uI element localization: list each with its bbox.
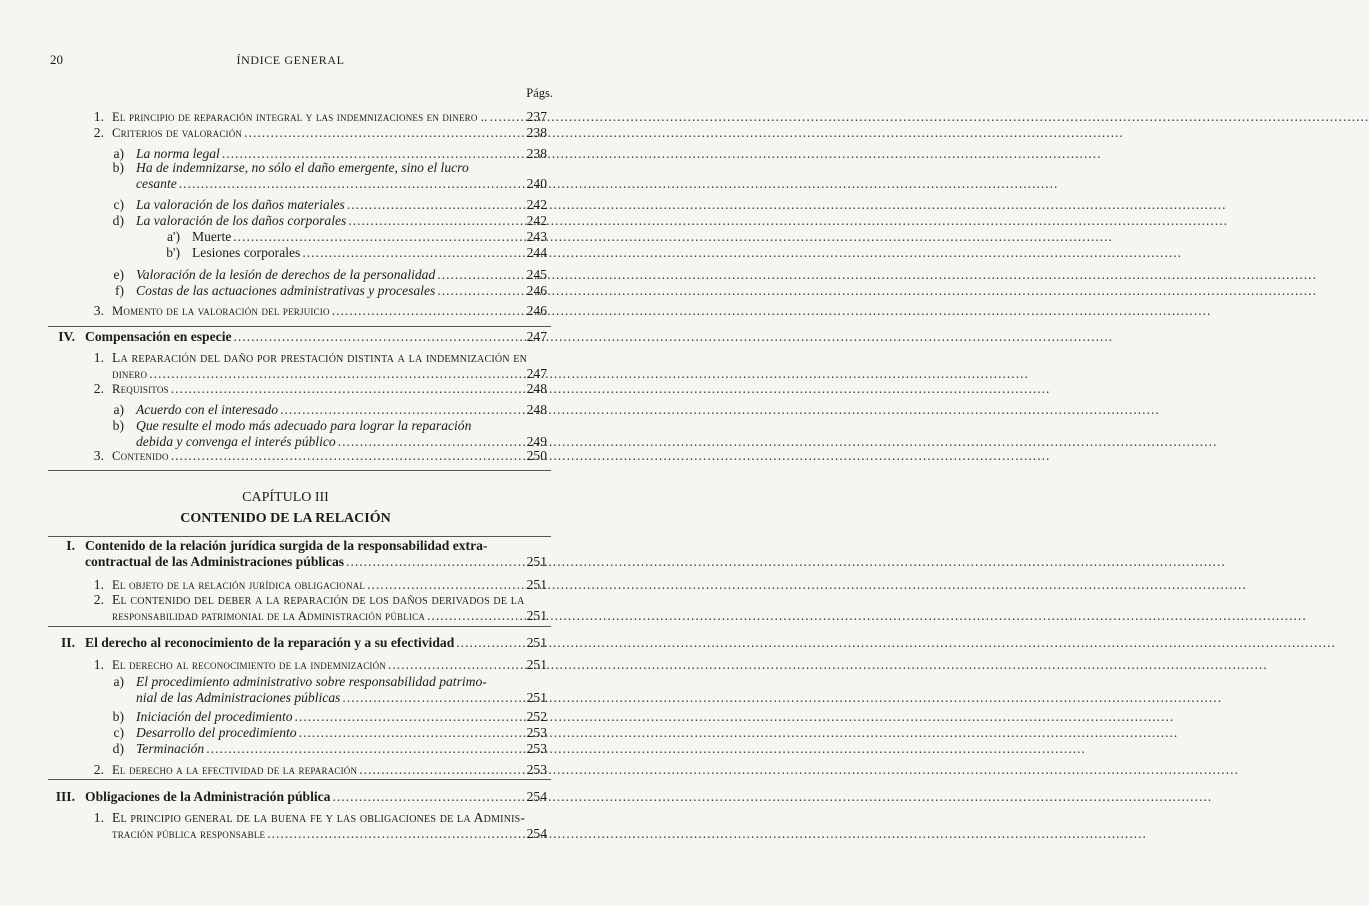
page-header bbox=[50, 52, 531, 72]
toc-entry[interactable] bbox=[136, 709, 547, 725]
toc-entry-label: Momento de la valoración del perjuicio bbox=[112, 304, 330, 318]
toc-entry-label-continuation: contractual de las Administraciones públicas bbox=[85, 554, 345, 569]
toc-entry-number: b) bbox=[112, 160, 124, 175]
toc-entry-label: Obligaciones de la Administración pública bbox=[85, 789, 331, 804]
toc-entry-number: b') bbox=[166, 245, 180, 260]
toc-entry-page: 251 bbox=[526, 690, 547, 705]
toc-entry-number: 2. bbox=[93, 125, 104, 140]
dot-leader bbox=[179, 176, 517, 192]
toc-entry-number: b) bbox=[112, 418, 124, 433]
dot-leader bbox=[388, 657, 517, 673]
toc-entry-label: El derecho al reconocimiento de la reparación y a su efectividad bbox=[85, 635, 455, 650]
toc-entry-label-continuation: tración pública responsable bbox=[112, 827, 266, 841]
section-divider bbox=[48, 326, 551, 327]
toc-entry-label: El principio de reparación integral y las indemnizaciones en dinero .. bbox=[112, 110, 488, 124]
toc-entry-page: 251 bbox=[526, 657, 547, 672]
toc-entry-label: Criterios de valoración bbox=[112, 126, 243, 140]
toc-entry-label: Valoración de la lesión de derechos de la personalidad bbox=[136, 267, 436, 282]
dot-leader bbox=[437, 267, 517, 283]
toc-entry-page: 252 bbox=[526, 709, 547, 724]
toc-entry[interactable] bbox=[192, 229, 547, 245]
toc-entry-number: 1. bbox=[93, 657, 104, 672]
dot-leader bbox=[367, 577, 517, 593]
toc-entry[interactable] bbox=[112, 577, 547, 593]
dot-leader bbox=[302, 245, 517, 261]
toc-entry-page: 253 bbox=[526, 741, 547, 756]
dot-leader bbox=[359, 762, 517, 778]
dot-leader bbox=[244, 125, 517, 141]
toc-entry-number: e) bbox=[113, 267, 124, 282]
toc-entry-number: c) bbox=[113, 197, 124, 212]
toc-entry-page: 249 bbox=[526, 434, 547, 449]
toc-entry-number: a) bbox=[113, 146, 124, 161]
toc-entry[interactable] bbox=[136, 725, 547, 741]
toc-entry-label-continuation: cesante bbox=[136, 176, 177, 191]
toc-entry-label: El derecho a la efectividad de la reparación bbox=[112, 763, 358, 777]
toc-entry[interactable] bbox=[112, 381, 547, 397]
toc-entry-label-continuation: nial de las Administraciones públicas bbox=[136, 690, 341, 705]
section-divider bbox=[48, 626, 551, 627]
toc-entry-label: Compensación en especie bbox=[85, 329, 232, 344]
toc-entry[interactable] bbox=[85, 329, 547, 345]
dot-leader bbox=[234, 329, 518, 345]
running-title: ÍNDICE GENERAL bbox=[236, 53, 345, 67]
toc-entry-page: 244 bbox=[526, 245, 547, 260]
toc-entry[interactable] bbox=[112, 608, 547, 624]
toc-entry-page: 238 bbox=[526, 125, 547, 140]
toc-entry-label: Iniciación del procedimiento bbox=[136, 709, 293, 724]
toc-entry-page: 251 bbox=[526, 608, 547, 623]
section-divider bbox=[48, 470, 551, 471]
toc-entry-label: La reparación del daño por prestación distinta a la indemnización en bbox=[112, 350, 528, 365]
toc-entry-number: I. bbox=[66, 538, 75, 553]
section-divider bbox=[48, 779, 551, 780]
toc-entry-number: 2. bbox=[93, 381, 104, 396]
toc-entry-number: a) bbox=[113, 674, 124, 689]
toc-entry[interactable] bbox=[136, 197, 547, 213]
document-page bbox=[0, 0, 571, 906]
toc-entry-number: 2. bbox=[93, 592, 104, 607]
toc-entry-label: Terminación bbox=[136, 741, 205, 756]
toc-entry[interactable] bbox=[112, 303, 547, 319]
toc-entry-page: 240 bbox=[526, 176, 547, 191]
toc-entry[interactable] bbox=[112, 762, 547, 778]
toc-entry-number: d) bbox=[112, 213, 124, 228]
dot-leader bbox=[295, 709, 517, 725]
toc-entry[interactable] bbox=[85, 554, 547, 570]
toc-entry[interactable] bbox=[136, 402, 547, 418]
toc-entry-number: d) bbox=[112, 741, 124, 756]
toc-entry-label: Requisitos bbox=[112, 382, 169, 396]
toc-entry[interactable] bbox=[112, 366, 547, 382]
toc-entry-number: 1. bbox=[93, 109, 104, 124]
dot-leader bbox=[206, 741, 517, 757]
toc-entry[interactable] bbox=[136, 283, 547, 299]
toc-entry[interactable] bbox=[85, 635, 547, 651]
toc-entry-page: 254 bbox=[526, 826, 547, 841]
toc-entry[interactable] bbox=[112, 826, 547, 842]
toc-entry-page: 246 bbox=[526, 283, 547, 298]
toc-entry[interactable] bbox=[112, 448, 547, 464]
dot-leader bbox=[427, 608, 517, 624]
toc-entry-number: 3. bbox=[93, 448, 104, 463]
toc-entry-label: El contenido del deber a la reparación de los daños derivados de la bbox=[112, 592, 525, 607]
toc-entry-label: Muerte bbox=[192, 229, 232, 244]
toc-entry-page: 238 bbox=[526, 146, 547, 161]
dot-leader bbox=[490, 109, 517, 125]
toc-entry-label: Costas de las actuaciones administrativas y procesales bbox=[136, 283, 436, 298]
dot-leader bbox=[233, 229, 517, 245]
section-divider bbox=[48, 536, 551, 537]
toc-entry-label: Acuerdo con el interesado bbox=[136, 402, 279, 417]
toc-entry-label-continuation: debida y convenga el interés público bbox=[136, 434, 336, 449]
toc-entry-number: a') bbox=[166, 229, 180, 244]
dot-leader bbox=[437, 283, 517, 299]
toc-entry[interactable] bbox=[136, 690, 547, 706]
toc-entry-page: 246 bbox=[526, 303, 547, 318]
toc-entry-label: La norma legal bbox=[136, 146, 220, 161]
toc-entry-page: 247 bbox=[526, 329, 547, 344]
toc-entry-page: 250 bbox=[526, 448, 547, 463]
toc-entry-number: c) bbox=[113, 725, 124, 740]
toc-entry-page: 254 bbox=[526, 789, 547, 804]
toc-entry[interactable] bbox=[85, 789, 547, 805]
toc-entry[interactable] bbox=[112, 109, 547, 125]
dot-leader bbox=[299, 725, 517, 741]
toc-entry-page: 247 bbox=[526, 366, 547, 381]
toc-entry-label: Contenido bbox=[112, 449, 169, 463]
toc-entry-page: 248 bbox=[526, 402, 547, 417]
toc-entry-page: 251 bbox=[526, 577, 547, 592]
toc-entry-label: Ha de indemnizarse, no sólo el daño emergente, sino el lucro bbox=[136, 160, 469, 175]
toc-entry-label: Lesiones corporales bbox=[192, 245, 301, 260]
toc-entry-page: 251 bbox=[526, 635, 547, 650]
dot-leader bbox=[332, 303, 517, 319]
toc-entry-label: El principio general de la buena fe y las obligaciones de la Adminis- bbox=[112, 810, 526, 825]
pages-column-label: Págs. bbox=[526, 86, 553, 100]
toc-entry-number: II. bbox=[61, 635, 75, 650]
toc-entry[interactable] bbox=[136, 741, 547, 757]
toc-entry-page: 237 bbox=[526, 109, 547, 124]
toc-entry-number: 1. bbox=[93, 810, 104, 825]
toc-entry-page: 248 bbox=[526, 381, 547, 396]
toc-entry[interactable] bbox=[136, 213, 547, 229]
toc-entry[interactable] bbox=[112, 657, 547, 673]
toc-entry-label: La valoración de los daños corporales bbox=[136, 213, 347, 228]
dot-leader bbox=[171, 448, 517, 464]
toc-entry-number: 3. bbox=[93, 303, 104, 318]
toc-entry[interactable] bbox=[136, 176, 547, 192]
toc-entry-page: 253 bbox=[526, 762, 547, 777]
toc-entry-label: El procedimiento administrativo sobre responsabilidad patrimo- bbox=[136, 674, 487, 689]
toc-entry-number: 1. bbox=[93, 577, 104, 592]
dot-leader bbox=[149, 366, 517, 382]
toc-entry[interactable] bbox=[192, 245, 547, 261]
dot-leader bbox=[342, 690, 517, 706]
dot-leader bbox=[456, 635, 517, 651]
toc-entry[interactable] bbox=[112, 125, 547, 141]
toc-entry-number: a) bbox=[113, 402, 124, 417]
toc-entry-page: 245 bbox=[526, 267, 547, 282]
dot-leader bbox=[171, 381, 517, 397]
toc-entry-number: 1. bbox=[93, 350, 104, 365]
toc-entry-page: 251 bbox=[526, 554, 547, 569]
toc-entry-label-continuation: dinero bbox=[112, 367, 148, 381]
dot-leader bbox=[347, 197, 517, 213]
toc-entry-number: b) bbox=[112, 709, 124, 724]
dot-leader bbox=[346, 554, 517, 570]
toc-entry-page: 242 bbox=[526, 213, 547, 228]
toc-entry-page: 243 bbox=[526, 229, 547, 244]
toc-entry-page: 253 bbox=[526, 725, 547, 740]
toc-entry-label: Desarrollo del procedimiento bbox=[136, 725, 297, 740]
dot-leader bbox=[332, 789, 517, 805]
toc-entry-number: III. bbox=[55, 789, 75, 804]
toc-entry-label: La valoración de los daños materiales bbox=[136, 197, 345, 212]
toc-entry-label: Que resulte el modo más adecuado para lograr la reparación bbox=[136, 418, 472, 433]
toc-entry[interactable] bbox=[136, 267, 547, 283]
page-number: 20 bbox=[50, 52, 63, 67]
chapter-title: CONTENIDO DE LA RELACIÓN bbox=[180, 511, 391, 526]
toc-entry-page: 242 bbox=[526, 197, 547, 212]
toc-entry-label: El derecho al reconocimiento de la indemnización bbox=[112, 658, 386, 672]
dot-leader bbox=[348, 213, 517, 229]
chapter-label: CAPÍTULO III bbox=[242, 490, 329, 505]
toc-entry-label: Contenido de la relación jurídica surgida de la responsabilidad extra- bbox=[85, 538, 488, 553]
toc-entry-label-continuation: responsabilidad patrimonial de la Administración pública bbox=[112, 609, 426, 623]
toc-entry-number: f) bbox=[114, 283, 124, 298]
toc-entry-number: 2. bbox=[93, 762, 104, 777]
toc-entry-number: IV. bbox=[58, 329, 75, 344]
dot-leader bbox=[267, 826, 517, 842]
toc-entry-label: El objeto de la relación jurídica obligacional bbox=[112, 578, 366, 592]
dot-leader bbox=[280, 402, 517, 418]
